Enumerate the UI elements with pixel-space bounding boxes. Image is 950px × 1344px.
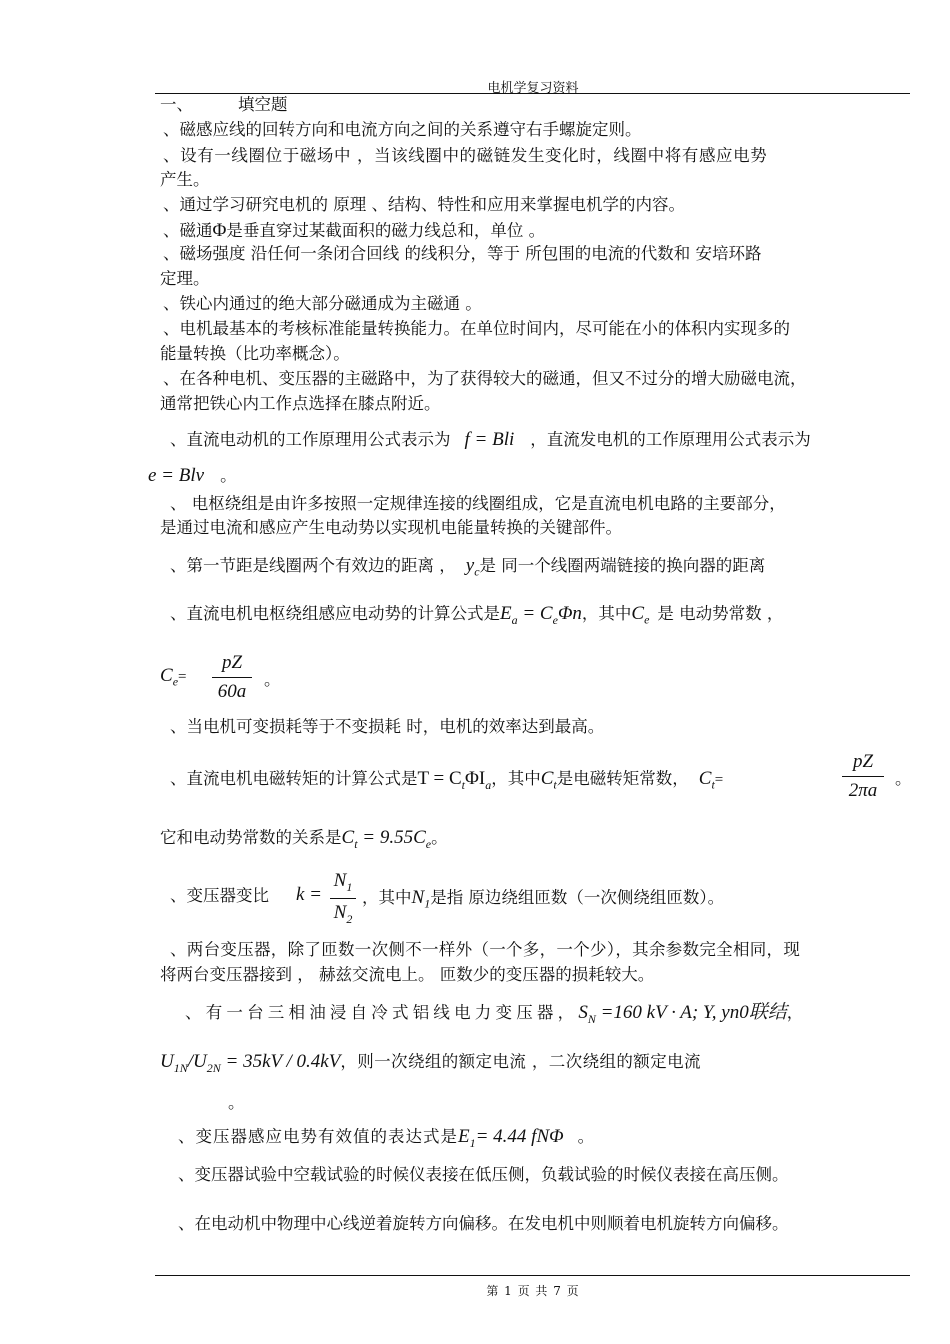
item-11: 、第一节距是线圈两个有效边的距离 ， $y_c$是 同一个线圈两端链接的换向器的距离 [170,555,766,579]
item-17-line2: $U_{1N}/U_{2N} = 35kV / 0.4kV$，则一次绕组的额定电流 ，二次绕组的额定电流 [160,1051,701,1075]
section-title: 填空题 [238,95,288,114]
formula-yc: y [465,555,475,576]
item-7-line1: 、电机最基本的考核标准能量转换能力。在单位时间内，尽可能在小的体积内实现多的 [163,319,790,338]
item-20: 、在电动机中物理中心线逆着旋转方向偏移。在发电机中则顺着电机旋转方向偏移。 [178,1214,789,1233]
phi-symbol: Φ [212,220,227,241]
item-15-rest: ，其中$N_1$是指 原边绕组匝数（一次侧绕组匝数）。 [362,887,725,911]
item-15-prefix: 、变压器变比 [170,886,269,905]
item-12-end: 。 [264,670,281,689]
formula-ct-relation: $C_t = 9.55C_e$ [341,827,432,851]
item-5-line1: 、磁场强度 沿任何一条闭合回线 的线积分，等于 所包围的电流的代数和 安培环路 [163,244,762,263]
item-4: 、磁通Φ是垂直穿过某截面积的磁力线总和，单位 。 [163,220,546,241]
item-1: 、磁感应线的回转方向和电流方向之间的关系遵守右手螺旋定则。 [163,120,642,139]
formula-ea: $E_a = C_e\Phi n$ [500,603,582,627]
header-rule [155,93,910,94]
item-12-line1: 、直流电机电枢绕组感应电动势的计算公式是$E_a = C_e\Phi n$，其中$C_e$ 是 电动势常数 ， [170,603,784,627]
item-16-line1: 、两台变压器，除了匝数一次侧不一样外（一个多，一个少），其余参数完全相同，现 [170,940,801,959]
item-8-line1: 、在各种电机、变压器的主磁路中，为了获得较大的磁通，但又不过分的增大励磁电流， [163,369,807,388]
page-header: 电机学复习资料 [487,81,579,96]
item-10-line2: 是通过电流和感应产生电动势以实现机电能量转换的关键部件。 [160,518,622,537]
item-10-line1: 、 电枢绕组是由许多按照一定规律连接的线圈组成，它是直流电机电路的主要部分， [170,494,786,513]
item-16-line2: 将两台变压器接到 ， 赫兹交流电上。 匝数少的变压器的损耗较大。 [160,965,655,984]
item-9-line2: e = Blv 。 [148,465,237,486]
item-14-line2: 它和电动势常数的关系是$C_t = 9.55C_e$。 [160,827,448,851]
formula-ce-fraction: pZ 60a [212,652,252,703]
item-7-line2: 能量转换（比功率概念）。 [160,344,350,363]
formula-f-bli: f = Bli [464,429,515,450]
section-number: 一、 [160,95,193,114]
item-13: 、当电机可变损耗等于不变损耗 时，电机的效率达到最高。 [170,717,605,736]
item-8-line2: 通常把铁心内工作点选择在膝点附近。 [160,394,441,413]
item-2-line2: 产生。 [160,170,210,189]
formula-sn: $S_N =160$ kV · A; Y, yn0联结 [578,1002,787,1026]
footer-rule [155,1275,910,1276]
item-2-line1: 、设有一线圈位于磁场中 ，当该线圈中的磁链发生变化时，线圈中将有感应电势 [163,146,768,165]
formula-e-blv: e = Blv [148,465,205,486]
formula-torque: $T = C_t\Phi I_a$ [417,768,492,792]
item-18: 、变压器感应电势有效值的表达式是$E_1= 4.44$ fNΦ 。 [178,1126,596,1150]
item-17-line1: 、有一台三相油浸自冷式铝线电力变压器，$S_N =160$ kV · A; Y, yn0联结， [185,1002,804,1026]
section-heading [160,97,288,114]
formula-u-ratio: $U_{1N}/U_{2N} = 35kV / 0.4kV$ [160,1051,341,1075]
item-6: 、铁心内通过的绝大部分磁通成为主磁通 。 [163,294,482,313]
item-9-line1: 、直流电动机的工作原理用公式表示为 f = Bli ，直流发电机的工作原理用公式表示为 [170,429,811,450]
item-17-end: 。 [228,1093,245,1112]
item-14-line1: 、直流电机电磁转矩的计算公式是$T = C_t\Phi I_a$，其中$C_t$是电磁转矩常数， $C_t=$ [170,768,724,792]
formula-e1: $E_1= 4.44$ fNΦ [458,1126,564,1150]
formula-k-lhs: k = [296,884,323,905]
item-3: 、通过学习研究电机的 原理 、结构、特性和应用来掌握电机学的内容。 [163,195,685,214]
page-footer: 第 1 页 共 7 页 [486,1284,580,1298]
formula-k-fraction: $N_1$ $N_2$ [330,870,356,927]
item-5-line2: 定理。 [160,269,210,288]
item-19: 、变压器试验中空载试验的时候仪表接在低压侧，负载试验的时候仪表接在高压侧。 [178,1165,789,1184]
formula-ct-fraction: pZ 2πa [842,751,884,802]
item-14-end: 。 [895,769,912,788]
item-12-ce-label: $C_e=$ [160,665,187,689]
